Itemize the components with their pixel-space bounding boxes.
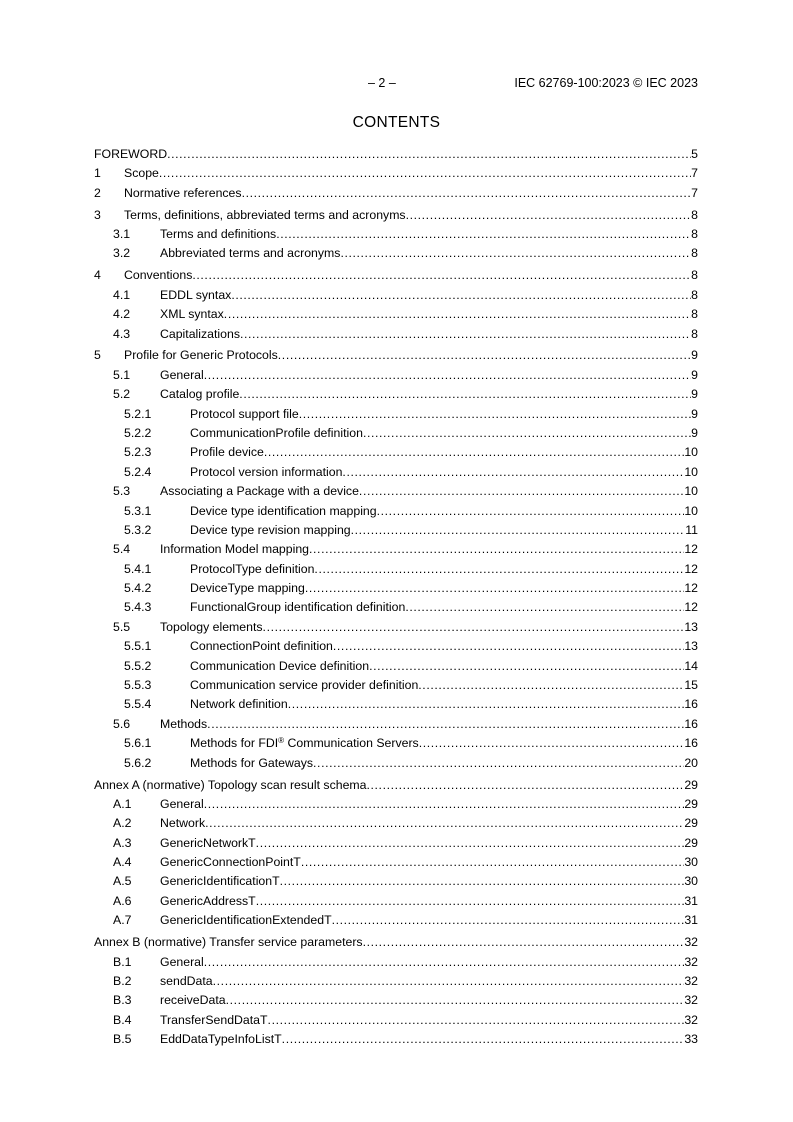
toc-entry-number: 3.1 <box>113 227 131 242</box>
toc-entry-number: 5.4.3 <box>124 600 152 615</box>
page-title: CONTENTS <box>352 114 441 131</box>
dot-leader <box>313 754 684 773</box>
toc-entry-line <box>160 244 698 263</box>
dot-leader <box>213 972 685 991</box>
dot-leader <box>301 853 685 872</box>
toc-entry-title: Scope <box>124 166 159 181</box>
dot-leader <box>264 443 684 462</box>
toc-entry[interactable] <box>94 637 698 656</box>
toc-entry-page: 20 <box>684 755 698 770</box>
toc-entry[interactable] <box>94 325 698 344</box>
toc-entry-number: 5.6 <box>113 716 131 731</box>
toc-entry[interactable] <box>94 776 698 795</box>
toc-entry-page: 8 <box>691 246 698 261</box>
toc-entry-line <box>124 206 698 225</box>
toc-entry-title: Capitalizations <box>160 326 240 341</box>
toc-entry-line <box>124 184 698 203</box>
toc-entry[interactable] <box>94 853 698 872</box>
toc-entry-number: B.5 <box>113 1032 132 1047</box>
toc-entry-number: A.2 <box>113 816 132 831</box>
toc-entry-page: 12 <box>684 600 698 615</box>
toc-entry-title: General <box>160 367 204 382</box>
toc-entry-number: A.3 <box>113 835 132 850</box>
dot-leader <box>231 286 691 305</box>
toc-entry-page: 13 <box>684 619 698 634</box>
toc-entry-number: 5.5.2 <box>124 658 152 673</box>
toc-entry[interactable] <box>94 540 698 559</box>
toc-entry-line <box>160 953 698 972</box>
toc-entry-title: ProtocolType definition <box>190 561 315 576</box>
dot-leader <box>367 776 685 795</box>
toc-entry-line <box>124 266 698 285</box>
dot-leader <box>332 911 685 930</box>
toc-entry-line <box>190 560 698 579</box>
toc-entry-page: 8 <box>691 326 698 341</box>
toc-entry-number: 3.2 <box>113 246 131 261</box>
toc-entry[interactable] <box>94 795 698 814</box>
toc-entry-number: 1 <box>94 166 101 181</box>
toc-entry-line <box>160 225 698 244</box>
toc-entry-page: 10 <box>684 484 698 499</box>
toc-entry-page: 9 <box>691 406 698 421</box>
toc-entry-line <box>160 540 698 559</box>
toc-entry-page: 16 <box>684 716 698 731</box>
toc-entry-title: EddDataTypeInfoListT <box>160 1032 282 1047</box>
toc-entry-line <box>160 286 698 305</box>
toc-entry-line <box>190 463 698 482</box>
toc-entry-page: 5 <box>691 147 698 161</box>
toc-entry[interactable] <box>94 286 698 305</box>
toc-entry-title: Protocol version information <box>190 464 343 479</box>
toc-entry-number: 4.3 <box>113 326 131 341</box>
toc-entry-number: 4 <box>94 268 101 283</box>
toc-entry-line <box>160 1030 698 1049</box>
toc-entry-title: sendData <box>160 973 213 988</box>
dot-leader <box>418 676 684 695</box>
toc-entry-line <box>190 443 698 462</box>
toc-entry[interactable] <box>94 244 698 263</box>
toc-entry[interactable] <box>94 579 698 598</box>
toc-entry-page: 11 <box>685 522 698 537</box>
toc-entry[interactable] <box>94 405 698 424</box>
toc-entry-number: B.4 <box>113 1012 132 1027</box>
dot-leader <box>192 266 691 285</box>
toc-entry[interactable] <box>94 814 698 833</box>
dot-leader <box>299 405 691 424</box>
toc-entry-line <box>190 695 698 714</box>
toc-entry-title: FunctionalGroup identification definition <box>190 600 406 615</box>
toc-entry[interactable] <box>94 424 698 443</box>
toc-entry-title: GenericIdentificationT <box>160 874 280 889</box>
toc-entry-title: Normative references <box>124 185 242 200</box>
toc-entry-title: XML syntax <box>160 307 224 322</box>
dot-leader <box>242 184 692 203</box>
toc-entry-line <box>160 834 698 853</box>
toc-entry-title: Network <box>160 816 206 831</box>
toc-entry-page: 32 <box>684 954 698 969</box>
toc-entry-line <box>190 579 698 598</box>
toc-entry-title: GenericConnectionPointT <box>160 855 301 870</box>
toc-entry-number: 3 <box>94 207 101 222</box>
toc-entry-number: 5.4 <box>113 542 131 557</box>
toc-entry[interactable] <box>94 933 698 952</box>
toc-entry[interactable] <box>94 482 698 501</box>
toc-entry[interactable] <box>94 834 698 853</box>
toc-entry-title: Communication Device definition <box>190 658 370 673</box>
toc-entry-title: GenericIdentificationExtendedT <box>160 913 332 928</box>
dot-leader <box>204 795 685 814</box>
toc-entry-page: 32 <box>684 1012 698 1027</box>
toc-entry-number: B.1 <box>113 954 132 969</box>
toc-entry-line <box>94 776 698 795</box>
toc-entry-line <box>190 637 698 656</box>
toc-entry-page: 32 <box>684 973 698 988</box>
toc-entry-line <box>160 795 698 814</box>
toc-entry-title: Annex B (normative) Transfer service parameters <box>94 935 363 950</box>
toc-entry-title: Communication service provider definition <box>190 678 419 693</box>
toc-entry-number: 5.3.2 <box>124 522 152 537</box>
toc-entry-line <box>190 734 698 753</box>
toc-entry-page: 31 <box>684 913 698 928</box>
toc-entry[interactable] <box>94 305 698 324</box>
toc-entry-line <box>160 618 698 637</box>
toc-entry-page: 10 <box>684 503 698 518</box>
toc-entry-number: 2 <box>94 185 101 200</box>
toc-entry-title: Abbreviated terms and acronyms <box>160 246 341 261</box>
toc-entry-page: 30 <box>684 874 698 889</box>
toc-entry-title: Topology elements <box>160 619 263 634</box>
dot-leader <box>333 637 684 656</box>
toc-entry-line <box>190 754 698 773</box>
dot-leader <box>268 1011 685 1030</box>
dot-leader <box>256 892 685 911</box>
toc-entry-title: Terms and definitions <box>160 227 277 242</box>
dot-leader <box>305 579 684 598</box>
toc-entry-number: 5.5.1 <box>124 639 152 654</box>
toc-entry-number: B.3 <box>113 993 132 1008</box>
toc-entry-page: 32 <box>684 993 698 1008</box>
toc-entry-title: Conventions <box>124 268 193 283</box>
toc-entry-line <box>190 521 698 540</box>
toc-entry[interactable] <box>94 164 698 183</box>
page-number: – 2 – <box>368 76 396 90</box>
toc-entry-title-part: Methods for FDI <box>190 736 279 751</box>
toc-entry-number: 5.6.1 <box>124 736 152 751</box>
dot-leader <box>406 206 692 225</box>
toc-entry-title: Information Model mapping <box>160 542 310 557</box>
toc-entry-title: Device type revision mapping <box>190 522 351 537</box>
toc-entry-page: 16 <box>684 697 698 712</box>
toc-entry-page: 16 <box>684 736 698 751</box>
toc-entry-number: 5.2.2 <box>124 425 152 440</box>
toc-entry-number: 4.2 <box>113 307 131 322</box>
toc-entry-line <box>160 911 698 930</box>
toc-entry-title: EDDL syntax <box>160 287 232 302</box>
toc-entry-page: 14 <box>684 658 698 673</box>
toc-entry-line <box>160 872 698 891</box>
toc-entry-line <box>94 145 698 164</box>
toc-entry-title: Network definition <box>190 697 288 712</box>
toc-entry-line <box>160 1011 698 1030</box>
dot-leader <box>351 521 686 540</box>
toc-entry-title: General <box>160 954 204 969</box>
toc-entry-title: receiveData <box>160 993 226 1008</box>
toc-entry-line <box>94 933 698 952</box>
page-header <box>94 76 698 92</box>
dot-leader <box>263 618 685 637</box>
toc-entry-page: 31 <box>684 893 698 908</box>
toc-entry[interactable] <box>94 145 698 164</box>
toc-entry-line <box>190 424 698 443</box>
toc-entry-title: Methods <box>160 716 208 731</box>
toc-entry-number: A.4 <box>113 855 132 870</box>
toc-entry[interactable] <box>94 754 698 773</box>
toc-entry-page: 12 <box>684 561 698 576</box>
toc-entry-title: Catalog profile <box>160 387 240 402</box>
dot-leader <box>204 366 691 385</box>
toc-entry[interactable] <box>94 953 698 972</box>
toc-entry-line <box>160 325 698 344</box>
toc-entry-number: 5.2.3 <box>124 445 152 460</box>
toc-entry-number: 5.4.2 <box>124 581 152 596</box>
toc-entry[interactable] <box>94 734 698 753</box>
toc-entry-line <box>160 972 698 991</box>
toc-entry-line <box>160 991 698 1010</box>
dot-leader <box>278 346 691 365</box>
dot-leader <box>224 305 691 324</box>
dot-leader <box>288 695 685 714</box>
toc-entry[interactable] <box>94 676 698 695</box>
dot-leader <box>205 814 684 833</box>
toc-entry-line <box>160 892 698 911</box>
dot-leader <box>405 598 684 617</box>
toc-entry-page: 12 <box>684 581 698 596</box>
toc-entry-title: CommunicationProfile definition <box>190 425 363 440</box>
dot-leader <box>282 1030 685 1049</box>
toc-entry[interactable] <box>94 521 698 540</box>
dot-leader <box>419 734 685 753</box>
toc-entry-title: Associating a Package with a device <box>160 484 359 499</box>
toc-entry-title: Protocol support file <box>190 406 299 421</box>
dot-leader <box>207 715 684 734</box>
toc-entry-title: Profile device <box>190 445 264 460</box>
dot-leader <box>240 325 691 344</box>
document-reference: IEC 62769-100:2023 © IEC 2023 <box>514 76 698 90</box>
toc-entry-page: 29 <box>684 835 698 850</box>
toc-entry[interactable] <box>94 385 698 404</box>
toc-entry[interactable] <box>94 715 698 734</box>
toc-entry[interactable] <box>94 346 698 365</box>
dot-leader <box>280 872 685 891</box>
toc-entry[interactable] <box>94 991 698 1010</box>
dot-leader <box>342 463 684 482</box>
toc-entry-number: 5.5.3 <box>124 678 152 693</box>
toc-entry-title: Profile for Generic Protocols <box>124 348 278 363</box>
toc-entry-page: 9 <box>691 387 698 402</box>
toc-entry[interactable] <box>94 266 698 285</box>
toc-entry-number: B.2 <box>113 973 132 988</box>
toc-entry[interactable] <box>94 657 698 676</box>
toc-entry-number: 5.2.1 <box>124 406 152 421</box>
toc-entry-page: 7 <box>691 166 698 181</box>
toc-entry-line <box>160 853 698 872</box>
toc-entry-page: 7 <box>691 185 698 200</box>
toc-entry-title: DeviceType mapping <box>190 581 305 596</box>
toc-entry-page: 12 <box>684 542 698 557</box>
toc-entry-page: 10 <box>684 445 698 460</box>
dot-leader <box>359 482 684 501</box>
toc-entry-title: ConnectionPoint definition <box>190 639 333 654</box>
toc-entry-line <box>160 385 698 404</box>
toc-entry-line <box>190 598 698 617</box>
toc-entry-page: 8 <box>691 287 698 302</box>
toc-entry-page: 8 <box>691 268 698 283</box>
toc-entry-page: 8 <box>691 227 698 242</box>
dot-leader <box>256 834 685 853</box>
toc-entry[interactable] <box>94 463 698 482</box>
toc-entry-number: 5.3.1 <box>124 503 152 518</box>
dot-leader <box>377 502 685 521</box>
dot-leader <box>340 244 691 263</box>
toc-entry-number: 4.1 <box>113 287 131 302</box>
toc-entry[interactable] <box>94 1030 698 1049</box>
toc-entry[interactable] <box>94 892 698 911</box>
toc-entry-page: 30 <box>684 855 698 870</box>
toc-entry-line <box>160 305 698 324</box>
dot-leader <box>239 385 691 404</box>
dot-leader <box>369 657 684 676</box>
toc-entry-number: 5.3 <box>113 484 131 499</box>
toc-entry-number: A.1 <box>113 796 132 811</box>
toc-entry-number: 5.6.2 <box>124 755 152 770</box>
toc-entry-line <box>124 164 698 183</box>
toc-entry-title: Terms, definitions, abbreviated terms and acronyms <box>124 207 406 222</box>
toc-entry-page: 29 <box>684 777 698 792</box>
toc-entry-line <box>190 502 698 521</box>
toc-entry-title-part: Communication Servers <box>284 736 419 751</box>
toc-entry-number: 5 <box>94 348 101 363</box>
toc-entry-title: GenericNetworkT <box>160 835 256 850</box>
toc-entry-line <box>160 482 698 501</box>
toc-entry[interactable] <box>94 911 698 930</box>
toc-entry-title: Annex A (normative) Topology scan result schema <box>94 777 367 792</box>
dot-leader <box>309 540 684 559</box>
toc-entry-number: 5.2.4 <box>124 464 152 479</box>
toc-entry[interactable] <box>94 225 698 244</box>
toc-entry[interactable] <box>94 695 698 714</box>
toc-entry[interactable] <box>94 972 698 991</box>
toc-entry-line <box>190 676 698 695</box>
dot-leader <box>276 225 691 244</box>
toc-entry-line <box>160 715 698 734</box>
toc-entry-page: 29 <box>684 796 698 811</box>
toc-entry-number: 5.4.1 <box>124 561 152 576</box>
toc-entry-title: Device type identification mapping <box>190 503 377 518</box>
toc-entry[interactable] <box>94 184 698 203</box>
dot-leader <box>314 560 684 579</box>
toc-entry-page: 33 <box>684 1032 698 1047</box>
toc-entry-line <box>124 346 698 365</box>
toc-entry-number: 5.1 <box>113 367 131 382</box>
toc-entry[interactable] <box>94 872 698 891</box>
toc-entry-line <box>160 366 698 385</box>
toc-entry[interactable] <box>94 618 698 637</box>
toc-entry-page: 9 <box>691 348 698 363</box>
dot-leader <box>159 164 691 183</box>
toc-entry-line <box>160 814 698 833</box>
toc-entry[interactable] <box>94 502 698 521</box>
toc-entry-page: 29 <box>684 816 698 831</box>
toc-entry-line <box>190 405 698 424</box>
toc-entry-title: FOREWORD <box>94 147 168 161</box>
dot-leader <box>226 991 685 1010</box>
toc-entry[interactable] <box>94 443 698 462</box>
dot-leader <box>204 953 685 972</box>
toc-entry-page: 9 <box>691 425 698 440</box>
toc-entry-number: A.7 <box>113 913 132 928</box>
toc-entry-title: General <box>160 796 204 811</box>
toc-entry-number: A.5 <box>113 874 132 889</box>
table-of-contents <box>94 145 698 1049</box>
toc-entry-page: 9 <box>691 367 698 382</box>
registered-mark: ® <box>278 736 285 746</box>
toc-entry-page: 10 <box>684 464 698 479</box>
toc-entry-number: 5.2 <box>113 387 131 402</box>
dot-leader <box>167 145 691 164</box>
toc-entry[interactable] <box>94 366 698 385</box>
toc-entry-page: 13 <box>684 639 698 654</box>
toc-entry-number: A.6 <box>113 893 132 908</box>
toc-entry[interactable] <box>94 1011 698 1030</box>
toc-entry-title <box>190 734 419 753</box>
toc-entry-title: TransferSendDataT <box>160 1012 268 1027</box>
toc-entry-page: 32 <box>684 935 698 950</box>
toc-entry-page: 15 <box>684 678 698 693</box>
toc-entry-number: 5.5.4 <box>124 697 152 712</box>
toc-entry-number: 5.5 <box>113 619 131 634</box>
dot-leader <box>363 933 685 952</box>
toc-entry-page: 8 <box>691 207 698 222</box>
toc-entry-title: GenericAddressT <box>160 893 256 908</box>
toc-entry[interactable] <box>94 206 698 225</box>
toc-entry-page: 8 <box>691 307 698 322</box>
toc-entry-line <box>190 657 698 676</box>
toc-entry[interactable] <box>94 560 698 579</box>
toc-entry[interactable] <box>94 598 698 617</box>
toc-entry-title: Methods for Gateways <box>190 755 314 770</box>
dot-leader <box>363 424 691 443</box>
